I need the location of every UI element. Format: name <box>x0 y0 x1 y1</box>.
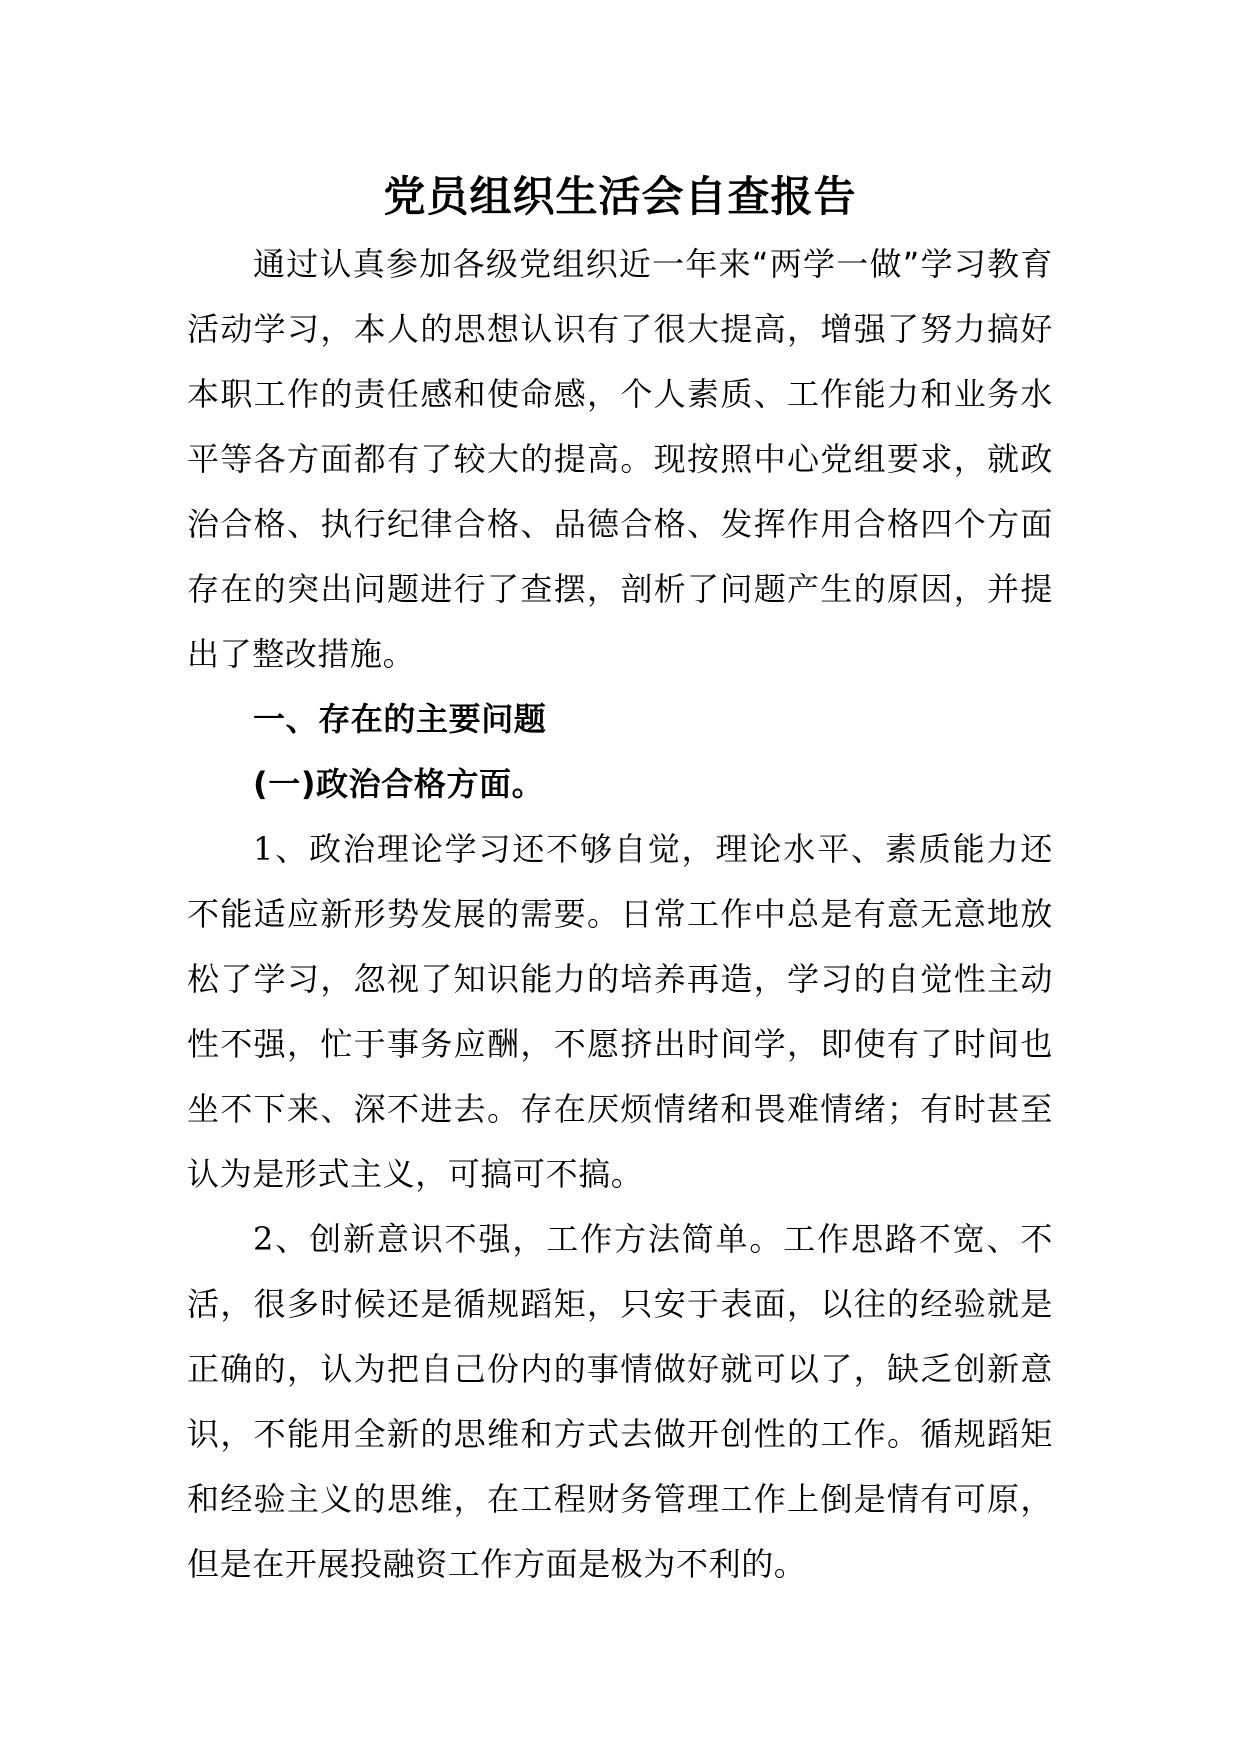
item-paragraph <box>187 817 1053 1207</box>
document-body <box>187 232 1053 1597</box>
intro-paragraph: 通过认真参加各级党组织近一年来“两学一做”学习教育活动学习，本人的思想认识有了很大提高，增强了努力搞好本职工作的责任感和使命感，个人素质、工作能力和业务水平等各方面都有了较大的提高。现按照中心党组要求，就政治合格、执行纪律合格、品德合格、发挥作用合格四个方面存在的突出问题进行了查摆，剖析了问题产生的原因，并提出了整改措施。 <box>187 245 1053 673</box>
item-text: 、创新意识不强，工作方法简单。工作思路不宽、不活，很多时候还是循规蹈矩，只安于表面，以往的经验就是正确的，认为把自己份内的事情做好就可以了，缺乏创新意识，不能用全新的思维和方式去做开创性的工作。循规蹈矩和经验主义的思维，在工程财务管理工作上倒是情有可原，但是在开展投融资工作方面是极为不利的。 <box>187 1220 1053 1583</box>
item-number: 1 <box>253 830 274 868</box>
document-title: 党员组织生活会自查报告 <box>383 172 857 221</box>
item-paragraph <box>187 1207 1053 1597</box>
item-number: 2 <box>253 1220 274 1258</box>
item-text: 、政治理论学习还不够自觉，理论水平、素质能力还不能适应新形势发展的需要。日常工作中总是有意无意地放松了学习，忽视了知识能力的培养再造，学习的自觉性主动性不强，忙于事务应酬，不愿挤出时间学，即使有了时间也坐不下来、深不进去。存在厌烦情绪和畏难情绪；有时甚至认为是形式主义，可搞可不搞。 <box>187 830 1053 1193</box>
subsection-heading: (一)政治合格方面。 <box>253 765 545 803</box>
section-heading: 一、存在的主要问题 <box>253 700 547 738</box>
